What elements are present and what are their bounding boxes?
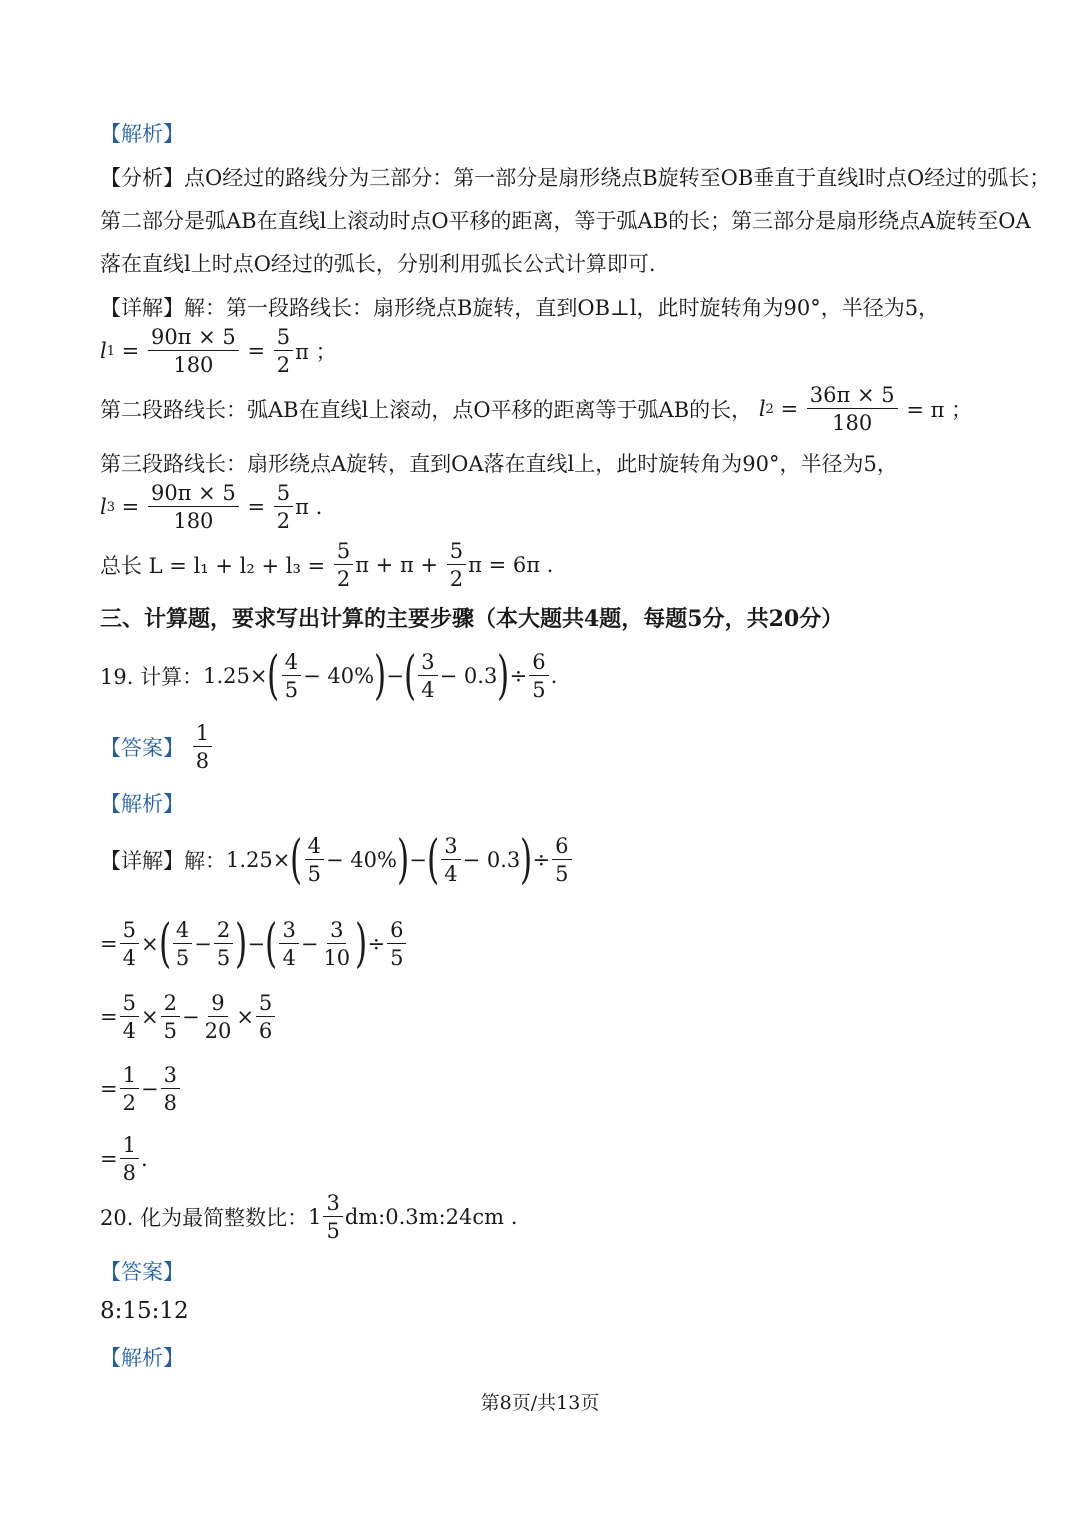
s1-minus: − <box>194 932 212 956</box>
q20-num: 3 <box>323 1192 342 1217</box>
l1-tail: π ； <box>295 340 337 365</box>
l1-result-numerator: 5 <box>274 326 293 351</box>
d19-f3-num: 6 <box>552 835 571 860</box>
right-paren: ) <box>355 914 368 974</box>
s1-f-num: 6 <box>387 919 406 944</box>
q19-f2-num: 3 <box>418 651 437 676</box>
l3-subscript: 3 <box>106 499 115 515</box>
total-frac2-num: 5 <box>447 540 466 565</box>
right-paren: ) <box>397 830 410 890</box>
q19-divide: ÷ <box>509 664 528 688</box>
s3-eq: = <box>100 1077 118 1102</box>
s2-minus: − <box>181 1005 200 1030</box>
formula-l3: l 3 = $\frac{90\pi \times 5}{180}$ = $\frac{5}{2}$ π . <box>100 481 323 534</box>
s3-minus: − <box>140 1077 159 1102</box>
detail-paragraph-3: 第三段路线长：扇形绕点A旋转，直到OA落在直线l上，此时旋转角为90°，半径为5， <box>100 452 898 476</box>
d19-decimal: − 0.3 <box>462 848 521 872</box>
step-2 <box>100 992 277 1042</box>
left-paren: ( <box>290 830 303 890</box>
d19-coefficient: 1.25× <box>226 848 291 872</box>
left-paren: ( <box>158 914 171 974</box>
q20-den: 5 <box>326 1219 340 1244</box>
q20-whole: 1 <box>308 1205 322 1230</box>
d19-f2-num: 3 <box>441 835 460 860</box>
l2-tail: = π ； <box>906 398 973 423</box>
q19-decimal: − 0.3 <box>439 664 498 688</box>
question-19 <box>100 646 558 706</box>
total-tail: π = 6π . <box>468 553 554 578</box>
answer-tag: 【答案】 <box>100 736 184 761</box>
l1-fraction <box>148 326 239 376</box>
s1-b-den: 5 <box>175 946 190 970</box>
total-frac1-num: 5 <box>334 540 353 565</box>
total-fraction-1 <box>334 540 353 590</box>
step-3 <box>100 1064 182 1114</box>
s1-e-den: 10 <box>323 946 351 970</box>
section-heading: 三、计算题，要求写出计算的主要步骤（本大题共4题，每题5分，共20分） <box>100 606 844 632</box>
detail-paragraph-2: 第二段路线长：弧AB在直线l上滚动，点O平移的距离等于弧AB的长， <box>100 398 753 423</box>
l1-subscript: 1 <box>106 343 115 359</box>
s4-eq: = <box>100 1147 118 1172</box>
q19-percent: − 40% <box>303 664 375 688</box>
s1-a-den: 4 <box>122 946 136 970</box>
d19-f1-den: 5 <box>307 862 322 886</box>
q19-fraction-3 <box>529 651 548 701</box>
s2-eq: = <box>100 1005 118 1030</box>
answer-19-fraction <box>193 722 212 772</box>
s2-d-num: 5 <box>256 992 275 1017</box>
s4-frac-a <box>120 1134 139 1184</box>
s1-minus-2: − <box>247 932 266 956</box>
s3-a-den: 2 <box>122 1091 136 1116</box>
l2-fraction <box>807 384 898 434</box>
q19-f1-den: 5 <box>284 678 299 702</box>
l3-fraction <box>148 482 239 532</box>
detail-paragraph-2-line: 第二段路线长：弧AB在直线l上滚动，点O平移的距离等于弧AB的长， l 2 = $\frac{36\pi \times 5}{180}$ = π ； <box>100 383 973 436</box>
s3-frac-a <box>120 1064 139 1114</box>
detail-paragraph-1: 【详解】解：第一段路线长：扇形绕点B旋转，直到OB⊥l，此时旋转角为90°，半径为5， <box>100 296 940 320</box>
answer-20: 8:15:12 <box>100 1298 189 1324</box>
s3-b-num: 3 <box>161 1064 180 1089</box>
s1-d-num: 3 <box>279 919 298 944</box>
analysis-paragraph-1: 【分析】点O经过的路线分为三部分：第一部分是扇形绕点B旋转至OB垂直于直线l时点O经过的弧长； <box>100 166 1051 190</box>
ans19-num: 1 <box>193 722 212 747</box>
total-prefix: 总长 L = l₁ + l₂ + l₃ = <box>100 554 326 579</box>
d19-fraction-3 <box>552 835 571 885</box>
s3-frac-b <box>161 1064 180 1114</box>
right-paren: ) <box>374 646 387 706</box>
s1-frac-f <box>387 919 406 969</box>
s2-c-den: 20 <box>204 1019 232 1044</box>
q19-f1-num: 4 <box>282 651 301 676</box>
step-4 <box>100 1134 148 1184</box>
detail-19 <box>100 830 574 890</box>
l3-result-denominator: 2 <box>276 509 291 534</box>
q19-f3-num: 6 <box>529 651 548 676</box>
d19-divide: ÷ <box>532 848 551 872</box>
q19-period: . <box>550 664 558 688</box>
s1-frac-a <box>120 919 139 969</box>
s2-times: × <box>140 1005 159 1030</box>
l1-result-fraction <box>274 326 293 376</box>
q19-minus: − <box>386 664 404 688</box>
d19-fraction-1 <box>305 835 324 885</box>
q20-label: 20. 化为最简整数比： <box>100 1206 309 1231</box>
s1-b-num: 4 <box>173 919 192 944</box>
l3-numerator: 90π × 5 <box>148 482 239 507</box>
s2-frac-a <box>120 992 139 1042</box>
s2-b-num: 2 <box>161 992 180 1017</box>
q20-rest: dm:0.3m:24cm . <box>344 1205 518 1230</box>
detail-19-label: 【详解】解： <box>100 849 226 873</box>
q20-fraction <box>323 1192 342 1242</box>
s2-d-den: 6 <box>258 1019 273 1044</box>
s1-a-num: 5 <box>120 919 139 944</box>
l2-subscript: 2 <box>765 401 774 417</box>
l3-denominator: 180 <box>173 509 214 534</box>
s1-divide: ÷ <box>367 932 386 956</box>
s2-times-2: × <box>236 1005 254 1030</box>
question-20 <box>100 1192 517 1242</box>
l1-symbol: l <box>100 339 107 364</box>
s3-a-num: 1 <box>120 1064 139 1089</box>
s1-eq: = <box>100 932 118 956</box>
l3-result-fraction <box>274 482 293 532</box>
q19-f3-den: 5 <box>532 678 546 702</box>
l3-result-numerator: 5 <box>274 482 293 507</box>
l1-numerator: 90π × 5 <box>148 326 239 351</box>
s1-c-num: 2 <box>214 919 233 944</box>
right-paren: ) <box>520 830 533 890</box>
s4-period: . <box>140 1147 148 1172</box>
analysis-paragraph-3: 落在直线l上时点O经过的弧长，分别利用弧长公式计算即可. <box>100 252 656 276</box>
s1-frac-d <box>279 919 298 969</box>
left-paren: ( <box>265 914 278 974</box>
total-frac1-den: 2 <box>336 567 351 592</box>
q19-coefficient: 1.25× <box>203 664 268 688</box>
ans19-den: 8 <box>195 749 210 774</box>
l1-denominator: 180 <box>173 353 214 378</box>
s4-a-den: 8 <box>122 1161 136 1186</box>
s1-frac-e <box>320 919 353 969</box>
left-paren: ( <box>267 646 280 706</box>
s2-frac-d <box>256 992 275 1042</box>
s1-frac-b <box>173 919 192 969</box>
d19-f3-den: 5 <box>555 862 569 886</box>
s2-frac-c <box>202 992 235 1042</box>
page-footer: 第8页/共13页 <box>480 1392 600 1414</box>
answer-tag-20: 【答案】 <box>100 1260 184 1284</box>
s3-b-den: 8 <box>163 1091 177 1116</box>
l3-tail: π . <box>295 495 323 520</box>
q19-label: 19. 计算： <box>100 665 204 689</box>
s2-frac-b <box>161 992 180 1042</box>
formula-l1: l 1 = $\frac{90\pi \times 5}{180}$ = $\frac{5}{2}$ π ； <box>100 325 337 378</box>
total-middle: π + π + <box>355 553 439 578</box>
left-paren: ( <box>426 830 440 890</box>
d19-f1-num: 4 <box>305 835 324 860</box>
q19-fraction-2 <box>418 651 437 701</box>
analysis-paragraph-2: 第二部分是弧AB在直线l上滚动时点O平移的距离，等于弧AB的长；第三部分是扇形绕点A旋转至OA <box>100 209 1031 233</box>
s2-c-num: 9 <box>208 992 227 1017</box>
d19-f2-den: 4 <box>444 862 458 886</box>
answer-19 <box>100 722 214 772</box>
s2-a-num: 5 <box>120 992 139 1017</box>
analysis-tag-3: 【解析】 <box>100 1346 184 1370</box>
analysis-tag-2: 【解析】 <box>100 792 184 816</box>
s1-minus-3: − <box>300 932 319 956</box>
l3-symbol: l <box>100 495 107 520</box>
l2-numerator: 36π × 5 <box>807 384 898 409</box>
left-paren: ( <box>404 646 417 706</box>
l2-symbol: l <box>758 397 766 422</box>
d19-percent: − 40% <box>326 848 397 872</box>
s1-c-den: 5 <box>216 946 231 970</box>
step-1 <box>100 914 408 974</box>
q19-fraction-1 <box>282 651 301 701</box>
total-fraction-2 <box>447 540 466 590</box>
d19-minus: − <box>409 848 427 872</box>
s1-e-num: 3 <box>327 919 346 944</box>
right-paren: ) <box>497 646 510 706</box>
l2-denominator: 180 <box>832 411 873 436</box>
d19-fraction-2 <box>441 835 460 885</box>
s2-a-den: 4 <box>122 1019 136 1044</box>
total-frac2-den: 2 <box>449 567 464 592</box>
right-paren: ) <box>235 914 248 974</box>
formula-total <box>100 540 553 590</box>
s2-b-den: 5 <box>163 1019 177 1044</box>
s1-times: × <box>140 932 159 956</box>
q19-f2-den: 4 <box>421 678 435 702</box>
s1-frac-c <box>214 919 233 969</box>
s4-a-num: 1 <box>120 1134 139 1159</box>
s1-d-den: 4 <box>282 946 296 970</box>
analysis-tag: 【解析】 <box>100 122 184 146</box>
s1-f-den: 5 <box>390 946 404 970</box>
l1-result-denominator: 2 <box>276 353 291 378</box>
